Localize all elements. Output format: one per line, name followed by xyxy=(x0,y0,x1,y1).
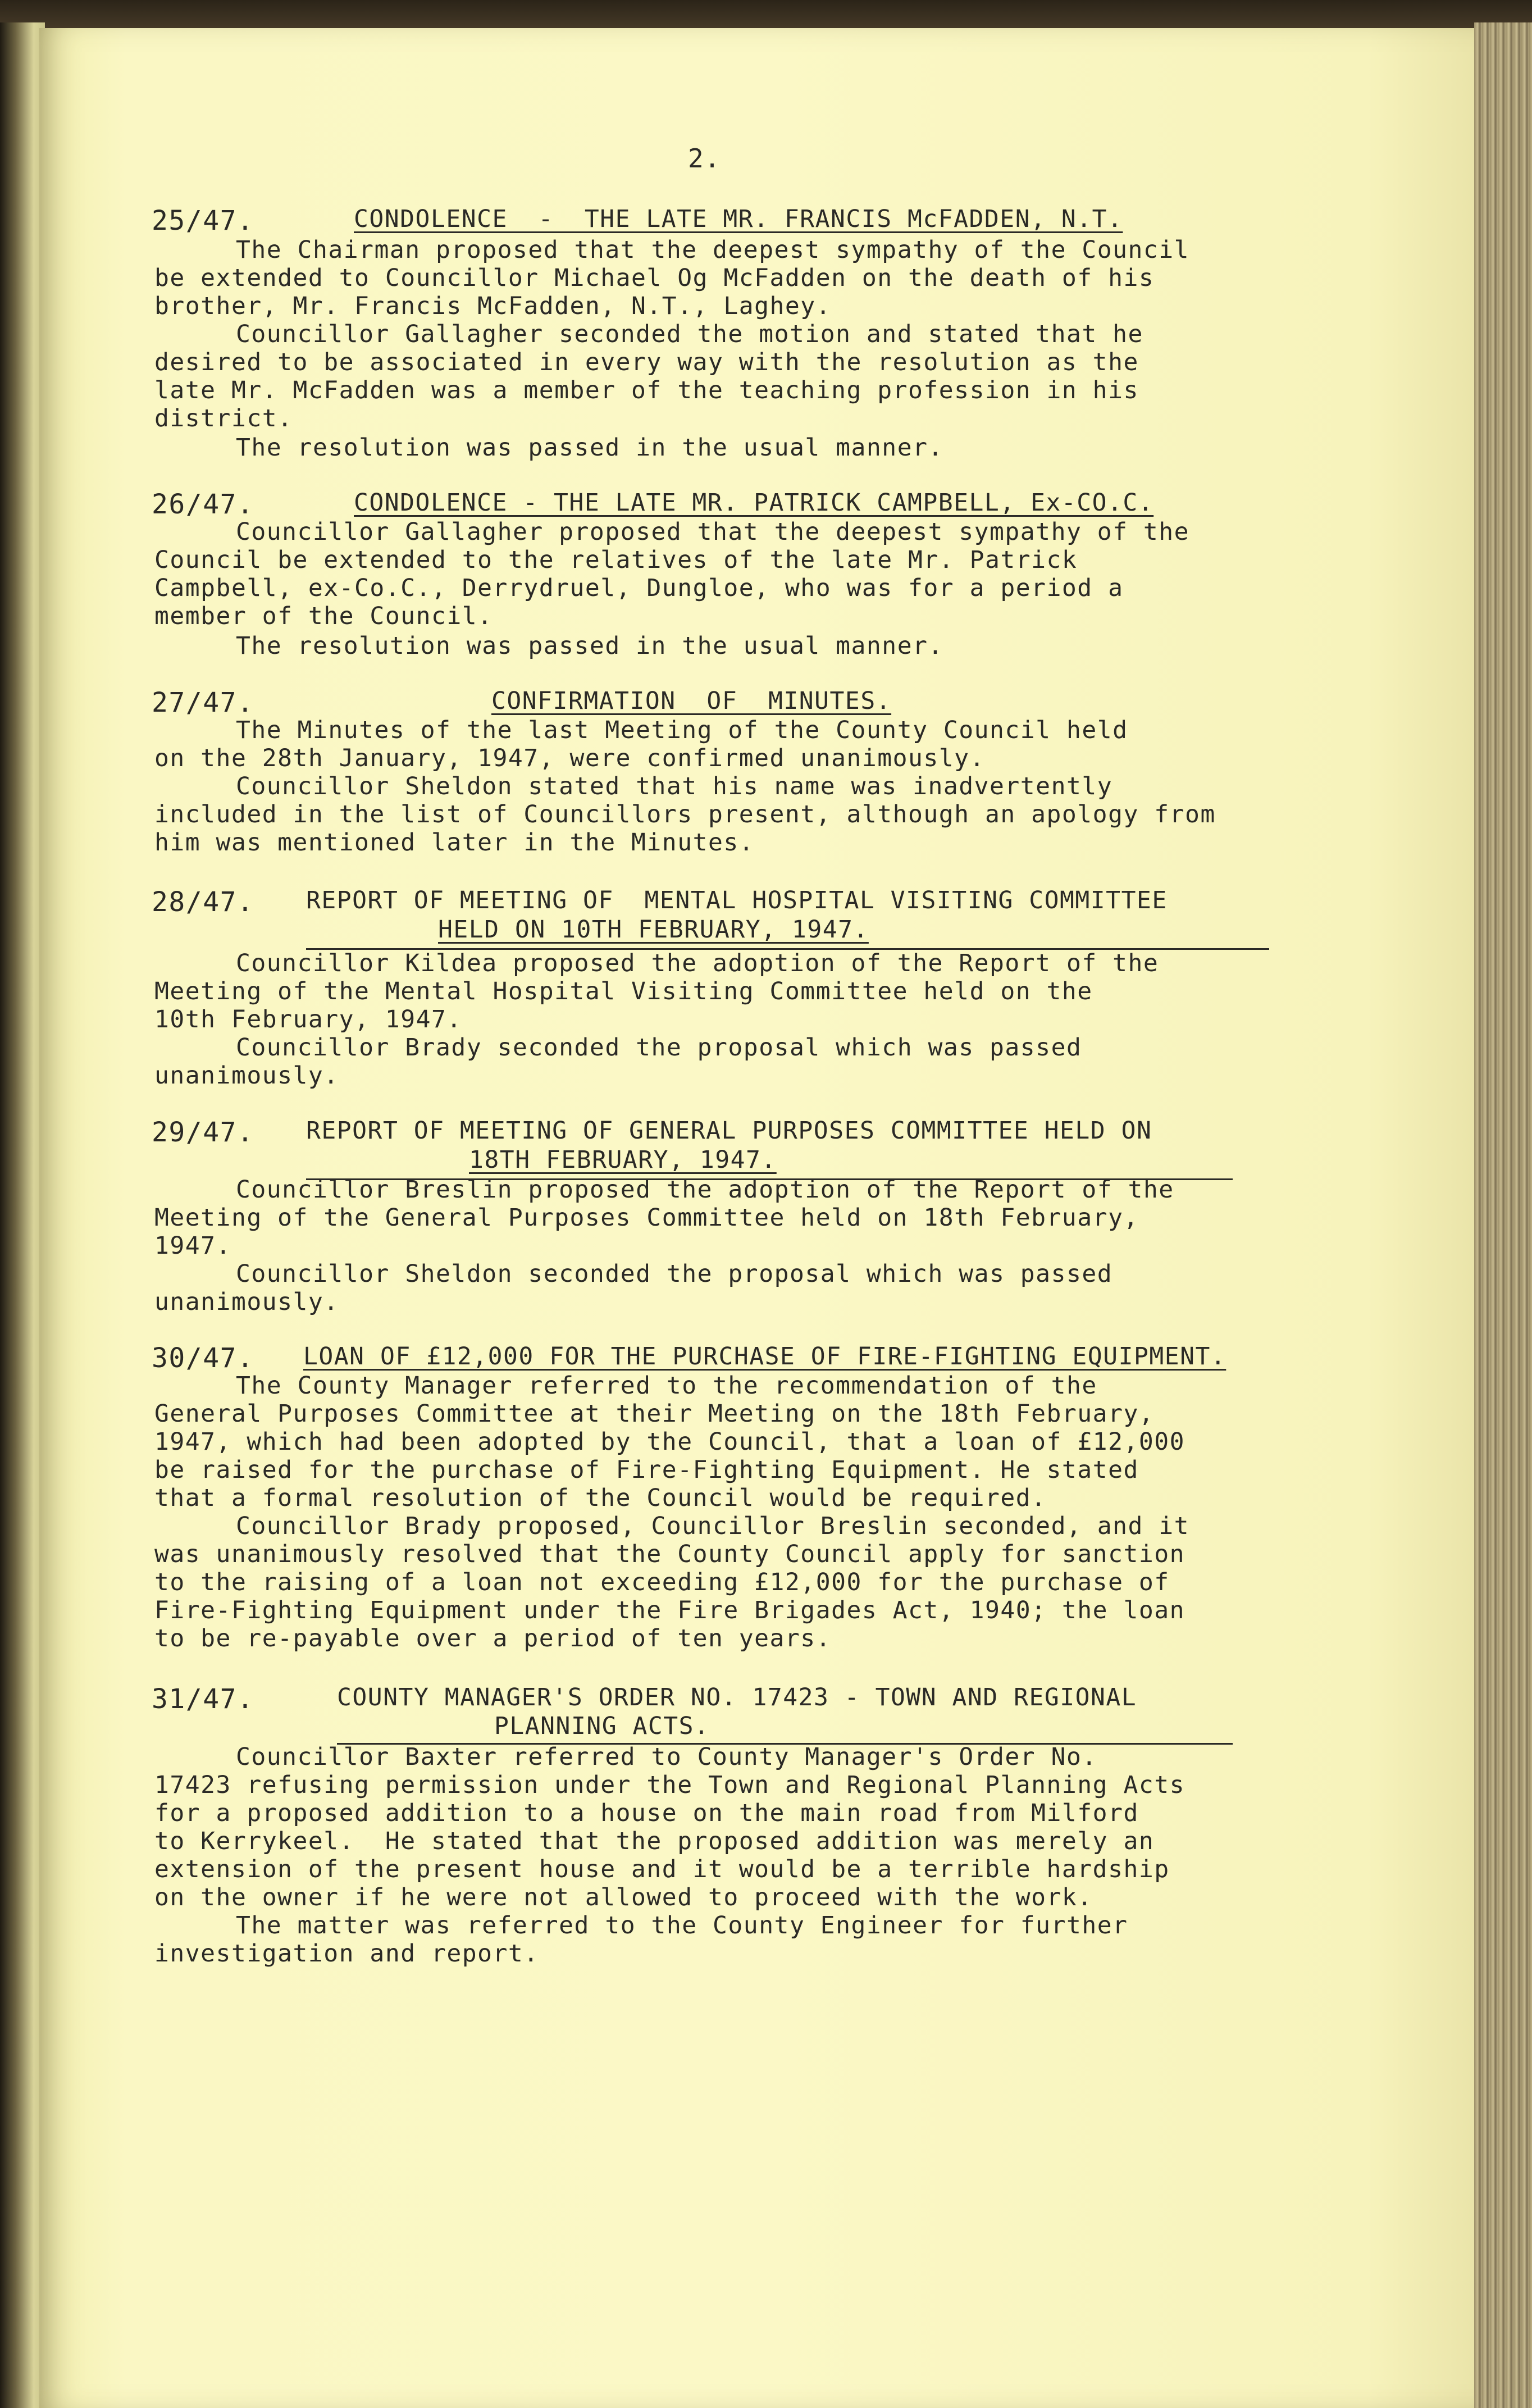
minute-line: Councillor Gallagher proposed that the deepest sympathy of the xyxy=(236,518,1190,546)
minute-line: unanimously. xyxy=(154,1062,339,1090)
minute-line: member of the Council. xyxy=(154,602,493,630)
minute-line: unanimously. xyxy=(154,1288,339,1316)
minute-line: 10th February, 1947. xyxy=(154,1005,462,1034)
minute-line: 1947. xyxy=(154,1232,231,1260)
minute-line: extension of the present house and it would be a terrible hardship xyxy=(154,1855,1170,1883)
minute-line: on the 28th January, 1947, were confirmed unanimously. xyxy=(154,744,985,772)
minute-line: Councillor Brady proposed, Councillor Breslin seconded, and it xyxy=(236,1512,1190,1540)
minute-line: The Minutes of the last Meeting of the County Council held xyxy=(236,716,1128,744)
minute-line: included in the list of Councillors present, although an apology from xyxy=(154,800,1216,829)
minute-line: The County Manager referred to the recommendation of the xyxy=(236,1372,1097,1400)
minute-line: The Chairman proposed that the deepest sympathy of the Council xyxy=(236,236,1190,264)
minute-line: 17423 refusing permission under the Town and Regional Planning Acts xyxy=(154,1771,1186,1799)
minute-number: 28/47. xyxy=(152,886,254,918)
minute-line: Council be extended to the relatives of the late Mr. Patrick xyxy=(154,546,1078,574)
minute-line: Meeting of the Mental Hospital Visiting Committee held on the xyxy=(154,977,1093,1005)
minute-line: brother, Mr. Francis McFadden, N.T., Laghey. xyxy=(154,292,832,320)
minute-line: for a proposed addition to a house on the main road from Milford xyxy=(154,1799,1139,1827)
minute-line: The resolution was passed in the usual manner. xyxy=(236,632,943,660)
minute-line: investigation and report. xyxy=(154,1940,539,1968)
minute-line: Fire-Fighting Equipment under the Fire Brigades Act, 1940; the loan xyxy=(154,1596,1186,1624)
minute-number: 29/47. xyxy=(152,1117,254,1148)
minute-heading: CONDOLENCE - THE LATE MR. PATRICK CAMPBELL, Ex-CO.C. xyxy=(354,489,1154,517)
minute-number: 31/47. xyxy=(152,1683,254,1715)
minute-heading-continued: PLANNING ACTS. xyxy=(494,1712,710,1740)
minute-line: Meeting of the General Purposes Committee held on 18th February, xyxy=(154,1204,1139,1232)
minute-heading-continued: HELD ON 10TH FEBRUARY, 1947. xyxy=(438,916,869,944)
minute-line: Councillor Gallagher seconded the motion and stated that he xyxy=(236,320,1143,348)
minute-heading-continued: 18TH FEBRUARY, 1947. xyxy=(469,1146,777,1174)
minute-line: The resolution was passed in the usual manner. xyxy=(236,434,943,462)
minute-heading: COUNTY MANAGER'S ORDER NO. 17423 - TOWN AND REGIONAL xyxy=(337,1683,1137,1711)
minute-number: 25/47. xyxy=(152,205,254,236)
minute-heading: CONDOLENCE - THE LATE MR. FRANCIS McFADDEN, N.T. xyxy=(354,205,1123,233)
page-number: 2. xyxy=(688,143,721,174)
minute-line: district. xyxy=(154,404,293,433)
minute-line: late Mr. McFadden was a member of the teaching profession in his xyxy=(154,376,1139,404)
minute-line: to the raising of a loan not exceeding £12,000 for the purchase of xyxy=(154,1568,1170,1596)
minute-line: that a formal resolution of the Council would be required. xyxy=(154,1484,1047,1512)
minute-line: on the owner if he were not allowed to proceed with the work. xyxy=(154,1883,1093,1911)
minute-line: to Kerrykeel. He stated that the proposed addition was merely an xyxy=(154,1827,1155,1855)
minute-line: Councillor Kildea proposed the adoption of the Report of the xyxy=(236,949,1159,977)
minute-line: to be re-payable over a period of ten years. xyxy=(154,1624,832,1653)
minute-line: Councillor Breslin proposed the adoption of the Report of the xyxy=(236,1176,1174,1204)
minute-line: him was mentioned later in the Minutes. xyxy=(154,829,755,857)
minute-heading: CONFIRMATION OF MINUTES. xyxy=(491,687,892,715)
minute-line: General Purposes Committee at their Meeting on the 18th February, xyxy=(154,1400,1155,1428)
minute-line: was unanimously resolved that the County Council apply for sanction xyxy=(154,1540,1186,1568)
minute-line: Councillor Brady seconded the proposal which was passed xyxy=(236,1034,1082,1062)
minute-line: Councillor Sheldon seconded the proposal which was passed xyxy=(236,1260,1113,1288)
minute-number: 27/47. xyxy=(152,687,254,718)
minute-line: be extended to Councillor Michael Og McFadden on the death of his xyxy=(154,264,1155,292)
minute-line: Campbell, ex-Co.C., Derrydruel, Dungloe, who was for a period a xyxy=(154,574,1124,602)
minute-number: 30/47. xyxy=(152,1342,254,1374)
minute-number: 26/47. xyxy=(152,489,254,520)
minute-line: The matter was referred to the County Engineer for further xyxy=(236,1911,1128,1940)
minute-line: Councillor Sheldon stated that his name was inadvertently xyxy=(236,772,1113,800)
minute-heading: REPORT OF MEETING OF MENTAL HOSPITAL VISITING COMMITTEE xyxy=(306,886,1168,914)
minute-line: be raised for the purchase of Fire-Fighting Equipment. He stated xyxy=(154,1456,1139,1484)
minute-line: desired to be associated in every way with the resolution as the xyxy=(154,348,1139,376)
minute-line: 1947, which had been adopted by the Council, that a loan of £12,000 xyxy=(154,1428,1186,1456)
minute-heading: REPORT OF MEETING OF GENERAL PURPOSES COMMITTEE HELD ON xyxy=(306,1117,1152,1145)
minute-line: Councillor Baxter referred to County Manager's Order No. xyxy=(236,1743,1097,1771)
minute-heading: LOAN OF £12,000 FOR THE PURCHASE OF FIRE-FIGHTING EQUIPMENT. xyxy=(303,1342,1226,1371)
